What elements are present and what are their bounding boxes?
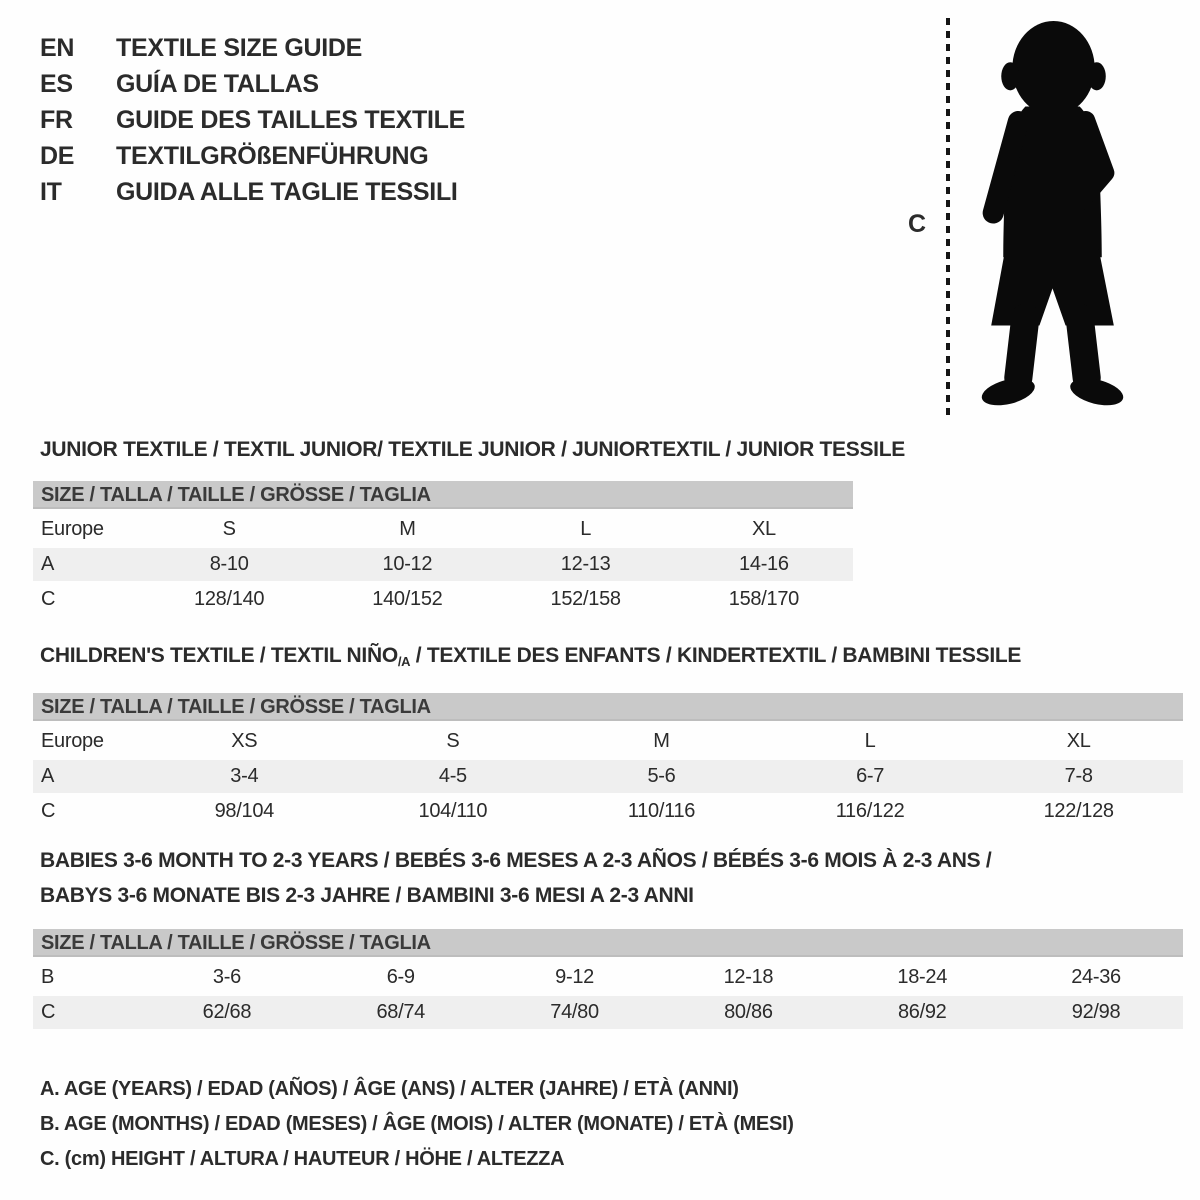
table-cell: 74/80 [550,1001,599,1023]
size-col-l: L [864,730,876,752]
size-col-xs: XS [231,730,258,752]
junior-age-row [33,548,853,581]
height-dashed-line [946,18,950,416]
language-code: ES [40,69,73,98]
children-title-pre: CHILDREN'S TEXTILE / TEXTIL NIÑO [40,644,398,667]
children-height-row [33,795,1183,828]
size-col-m: M [653,730,670,752]
language-row-de [40,138,465,174]
language-row-en [40,30,465,66]
height-figure [900,0,1200,430]
children-column-header-row [33,725,1183,758]
junior-height-row [33,583,853,616]
babies-height-row [33,996,1183,1029]
language-code: FR [40,105,73,134]
row-label: C [41,1001,56,1023]
table-cell: 4-5 [438,765,467,787]
junior-size-header-bar: SIZE / TALLA / TAILLE / GRÖSSE / TAGLIA [33,481,853,509]
table-cell: 80/86 [724,1001,773,1023]
junior-textile-section [33,437,905,616]
guide-title-fr: GUIDE DES TAILLES TEXTILE [116,105,466,134]
row-label: A [41,765,55,787]
table-cell: 24-36 [1071,966,1121,988]
table-cell: 140/152 [372,588,443,610]
table-cell: 8-10 [209,553,249,575]
babies-section-title-line1: BABIES 3-6 MONTH TO 2-3 YEARS / BEBÉS 3-6 MESES A 2-3 AÑOS / BÉBÉS 3-6 MOIS À 2-3 ANS / [40,849,992,872]
legend-age-years: A. AGE (YEARS) / EDAD (AÑOS) / ÂGE (ANS) / ALTER (JAHRE) / ETÀ (ANNI) [40,1078,739,1100]
size-col-s: S [222,518,236,540]
table-cell: 9-12 [555,966,594,988]
guide-title-es: GUÍA DE TALLAS [116,69,319,98]
table-cell: 98/104 [214,800,274,822]
language-row-es [40,66,465,102]
children-textile-section [33,643,1183,828]
table-cell: 3-6 [212,966,241,988]
table-cell: 12-13 [560,553,611,575]
language-code: IT [40,177,62,206]
table-cell: 152/158 [550,588,621,610]
row-label: B [41,966,55,988]
table-cell: 10-12 [382,553,433,575]
table-cell: 68/74 [376,1001,426,1023]
table-cell: 18-24 [897,966,948,988]
row-label: C [41,800,56,822]
language-title-block [40,30,465,210]
table-cell: 12-18 [723,966,774,988]
children-title-post: / TEXTILE DES ENFANTS / KINDERTEXTIL / BAMBINI TESSILE [410,644,1022,667]
table-cell: 6-9 [386,966,415,988]
table-cell: 86/92 [897,1001,947,1023]
guide-title-en: TEXTILE SIZE GUIDE [116,33,363,62]
language-code: DE [40,141,75,170]
junior-section-title: JUNIOR TEXTILE / TEXTIL JUNIOR/ TEXTILE JUNIOR / JUNIORTEXTIL / JUNIOR TESSILE [40,438,905,461]
language-row-it [40,174,465,210]
babies-section-title-line2: BABYS 3-6 MONATE BIS 2-3 JAHRE / BAMBINI 3-6 MESI A 2-3 ANNI [40,884,694,907]
region-label: Europe [41,518,104,540]
size-col-xl: XL [751,518,776,540]
region-label: Europe [41,730,104,752]
height-measure-label: C [908,210,926,238]
language-row-fr [40,102,465,138]
table-cell: 128/140 [194,588,265,610]
table-cell: 7-8 [1064,765,1093,787]
legend-age-months: B. AGE (MONTHS) / EDAD (MESES) / ÂGE (MOIS) / ALTER (MONATE) / ETÀ (MESI) [40,1113,794,1135]
table-cell: 14-16 [739,553,789,575]
table-cell: 122/128 [1043,800,1114,822]
table-cell: 92/98 [1071,1001,1121,1023]
table-cell: 6-7 [856,765,885,787]
row-label: A [41,553,55,575]
language-code: EN [40,33,75,62]
toddler-silhouette-icon [962,16,1140,418]
babies-age-row [33,961,1183,994]
junior-column-header-row [33,513,853,546]
children-age-row [33,760,1183,793]
size-col-xl: XL [1066,730,1091,752]
babies-textile-section [33,843,1183,1029]
guide-title-it: GUIDA ALLE TAGLIE TESSILI [116,177,458,206]
table-cell: 116/122 [835,800,905,822]
table-cell: 3-4 [230,765,259,787]
size-col-s: S [446,730,460,752]
size-col-l: L [580,518,592,540]
table-cell: 5-6 [647,765,676,787]
table-cell: 158/170 [728,588,799,610]
children-size-header-bar: SIZE / TALLA / TAILLE / GRÖSSE / TAGLIA [33,693,1183,721]
legend-height-cm: C. (cm) HEIGHT / ALTURA / HAUTEUR / HÖHE / ALTEZZA [40,1148,565,1170]
guide-title-de: TEXTILGRÖßENFÜHRUNG [116,141,429,170]
table-cell: 104/110 [418,800,488,822]
babies-size-header-bar: SIZE / TALLA / TAILLE / GRÖSSE / TAGLIA [33,929,1183,957]
size-col-m: M [399,518,416,540]
children-title-subscript: /A [397,654,411,669]
children-section-title [33,643,1183,675]
row-label: C [41,588,56,610]
table-cell: 110/116 [627,800,696,822]
table-cell: 62/68 [202,1001,252,1023]
measure-legend [40,1072,794,1177]
